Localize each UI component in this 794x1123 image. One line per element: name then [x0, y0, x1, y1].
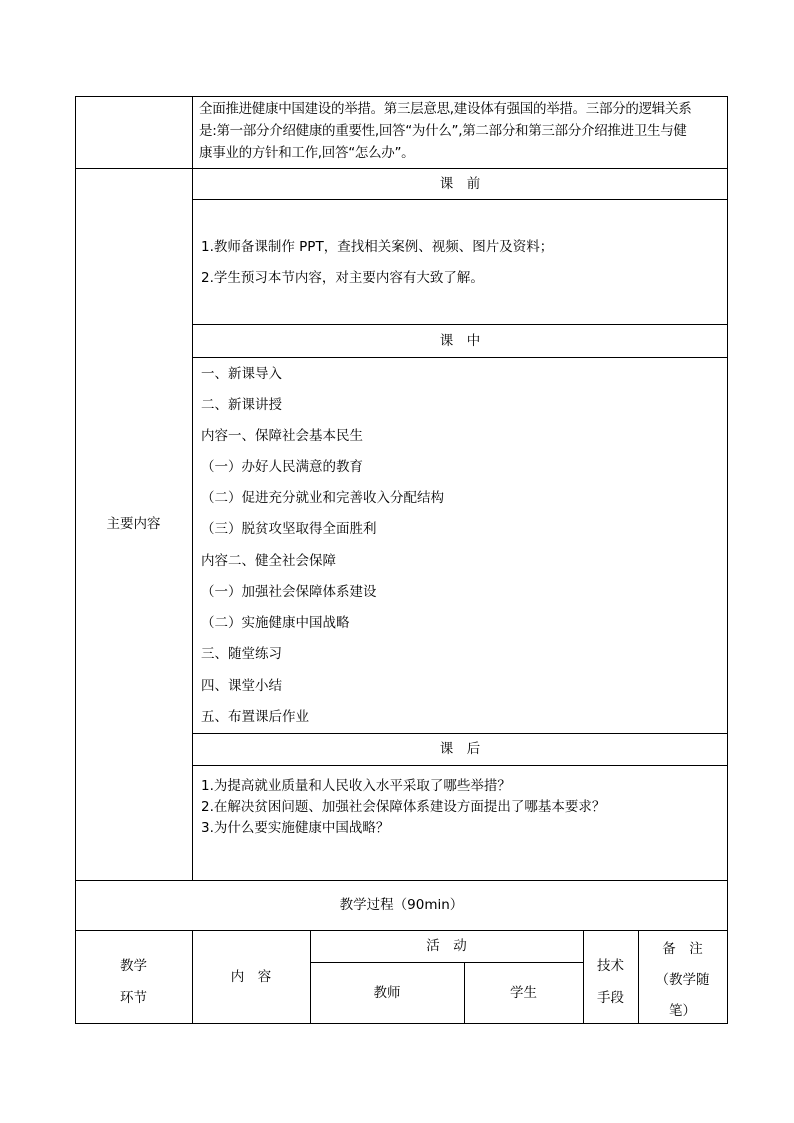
heading-after-class: 课 后	[439, 741, 481, 757]
header-notes-line3: 笔）	[669, 1003, 696, 1019]
header-stage-line2: 环节	[120, 990, 147, 1006]
after-class-item: 2.在解决贫困问题、加强社会保障体系建设方面提出了哪基本要求？	[201, 799, 606, 815]
header-teacher: 教师	[373, 985, 401, 1001]
intro-line-3: 康事业的方针和工作,回答“怎么办”。	[199, 145, 415, 161]
process-title: 教学过程（90min）	[339, 897, 464, 913]
after-class-item: 1.为提高就业质量和人民收入水平采取了哪些举措？	[201, 778, 511, 794]
list-item: （二）促进充分就业和完善收入分配结构	[201, 490, 444, 506]
intro-line-2: 是:第一部分介绍健康的重要性,回答“为什么”,第二部分和第三部分介绍推进卫生与健	[199, 123, 687, 139]
before-class-item: 1.教师备课制作 PPT，查找相关案例、视频、图片及资料；	[201, 239, 554, 255]
header-tech	[583, 950, 638, 1014]
after-class-item: 3.为什么要实施健康中国战略？	[201, 820, 390, 836]
header-stage	[75, 950, 192, 1014]
header-activity: 活 动	[426, 938, 467, 954]
list-item: 五、布置课后作业	[201, 709, 309, 725]
list-item: 三、随堂练习	[201, 646, 282, 662]
header-stage-line1: 教学	[120, 958, 147, 974]
list-item: （一）办好人民满意的教育	[201, 459, 363, 475]
list-item: 内容一、保障社会基本民生	[201, 428, 363, 444]
list-item: 四、课堂小结	[201, 678, 282, 694]
header-tech-line1: 技术	[597, 958, 624, 974]
list-item: （一）加强社会保障体系建设	[201, 584, 377, 600]
header-notes	[638, 934, 727, 1027]
list-item: （三）脱贫攻坚取得全面胜利	[201, 521, 377, 537]
header-student: 学生	[510, 985, 537, 1001]
list-item: （二）实施健康中国战略	[201, 615, 350, 631]
list-item: 内容二、健全社会保障	[201, 553, 336, 569]
header-tech-line2: 手段	[597, 990, 624, 1006]
intro-line-1: 全面推进健康中国建设的举措。第三层意思,建设体有强国的举措。三部分的逻辑关系	[199, 101, 692, 117]
intro-paragraph	[199, 98, 724, 164]
heading-before-class: 课 前	[439, 176, 481, 192]
header-content: 内 容	[230, 969, 272, 985]
header-notes-line2: （教学随	[655, 972, 710, 988]
before-class-item: 2.学生预习本节内容，对主要内容有大致了解。	[201, 270, 484, 286]
header-notes-line1: 备 注	[662, 941, 703, 957]
heading-in-class: 课 中	[439, 333, 481, 349]
list-item: 一、新课导入	[201, 366, 282, 382]
list-item: 二、新课讲授	[201, 397, 282, 413]
row-label-main-content: 主要内容	[106, 516, 161, 532]
